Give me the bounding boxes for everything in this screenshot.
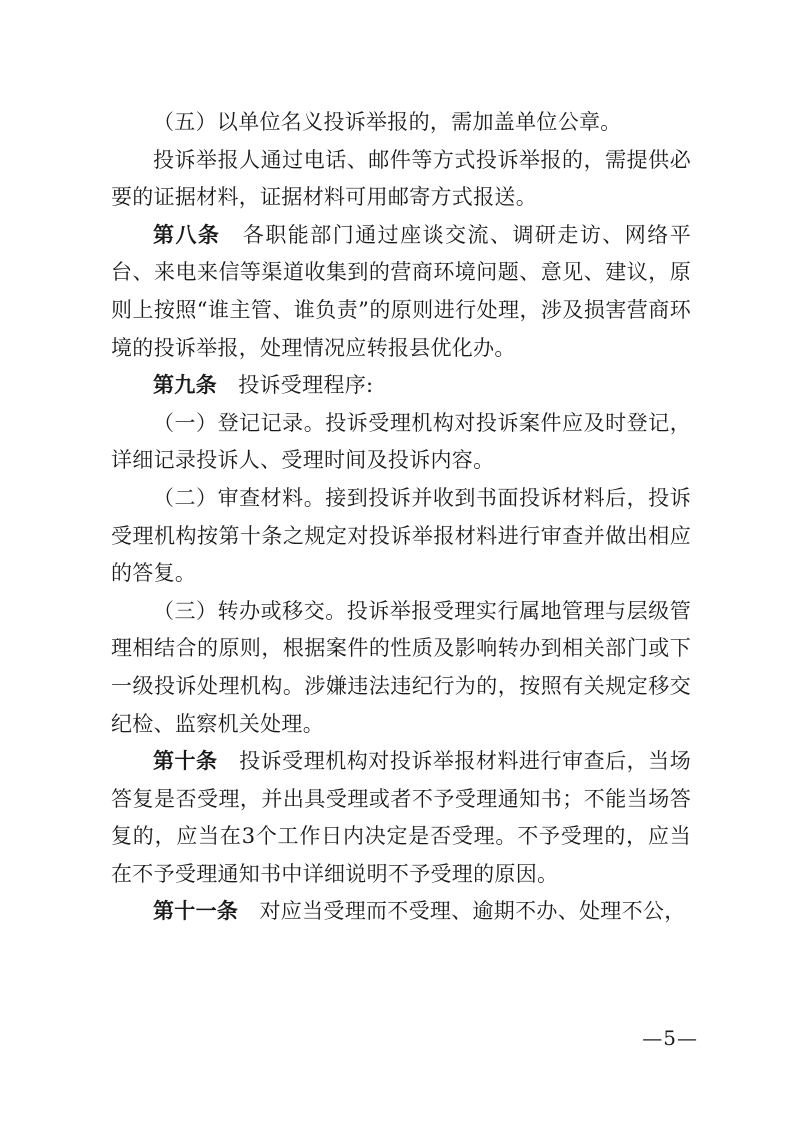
page-number: —5— — [642, 1026, 698, 1050]
paragraph-text: （五）以单位名义投诉举报的，需加盖单位公章。 — [153, 110, 622, 134]
paragraph-text: 投诉举报人通过电话、邮件等方式投诉举报的，需提供必要的证据材料，证据材料可用邮寄方式报送。 — [111, 147, 691, 210]
article-heading: 第九条 — [153, 373, 217, 398]
paragraph-article-10 — [111, 743, 691, 893]
article-heading: 第八条 — [153, 222, 221, 247]
paragraph-item-1 — [111, 405, 691, 480]
paragraph-item-3 — [111, 593, 691, 743]
paragraph-text: （三）转办或移交。投诉举报受理实行属地管理与层级管理相结合的原则，根据案件的性质及影响转办到相关部门或下一级投诉处理机构。涉嫌违法违纪行为的，按照有关规定移交纪检、监察机关处理。 — [111, 598, 691, 736]
paragraph-text: （二）审查材料。接到投诉并收到书面投诉材料后，投诉受理机构按第十条之规定对投诉举报材料进行审查并做出相应的答复。 — [111, 485, 691, 586]
paragraph-article-11 — [111, 893, 691, 931]
paragraph-text: 投诉受理程序: — [216, 373, 374, 398]
paragraph-text: 投诉受理机构对投诉举报材料进行审查后，当场答复是否受理，并出具受理或者不予受理通知书；不能当场答复的，应当在3个工作日内决定是否受理。不予受理的，应当在不予受理通知书中详细说明不予受理的原因。 — [111, 749, 691, 886]
article-heading: 第十条 — [153, 749, 218, 774]
article-heading: 第十一条 — [153, 899, 239, 924]
paragraph-text: 对应当受理而不受理、逾期不办、处理不公， — [238, 899, 686, 924]
paragraph-2 — [111, 142, 691, 217]
paragraph-article-9 — [111, 367, 691, 405]
paragraph-text: （一）登记记录。投诉受理机构对投诉案件应及时登记，详细记录投诉人、受理时间及投诉内容。 — [111, 410, 691, 473]
paragraph-item-2 — [111, 480, 691, 593]
paragraph-article-8 — [111, 217, 691, 367]
document-page — [111, 104, 691, 931]
paragraph-text: 各职能部门通过座谈交流、调研走访、网络平台、来电来信等渠道收集到的营商环境问题、意见、建议，原则上按照“谁主管、谁负责”的原则进行处理，涉及损害营商环境的投诉举报，处理情况应转报县优化办。 — [111, 222, 691, 360]
paragraph-1 — [111, 104, 691, 142]
